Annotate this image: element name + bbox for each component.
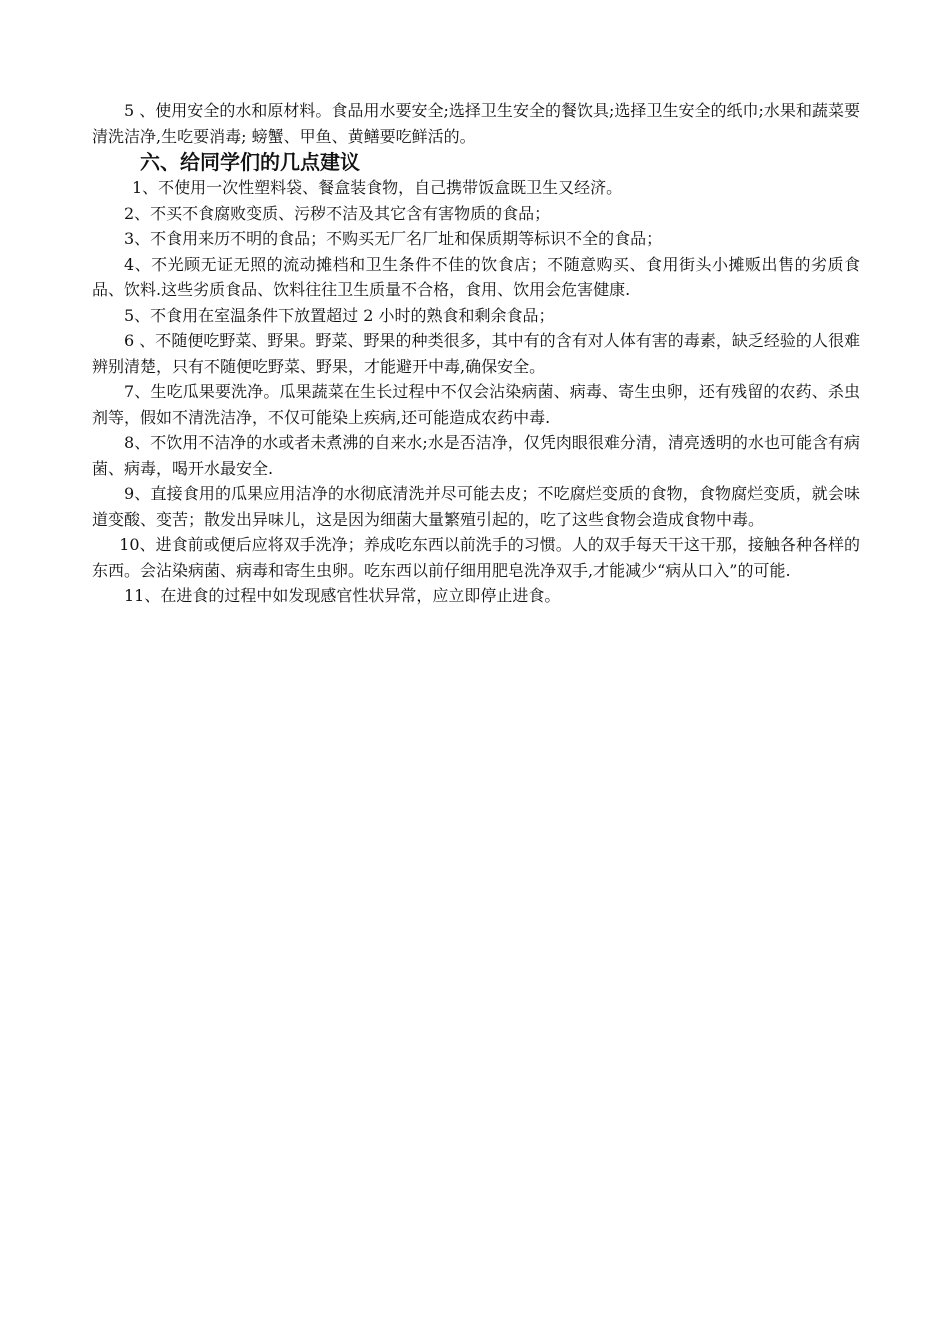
list-item: 9、直接食用的瓜果应用洁净的水彻底清洗并尽可能去皮；不吃腐烂变质的食物，食物腐烂变质，就会味道变酸、变苦；散发出异味儿，这是因为细菌大量繁殖引起的，吃了这些食物会造成食物中毒。 <box>92 484 860 529</box>
list-item: 5、不食用在室温条件下放置超过 2 小时的熟食和剩余食品； <box>124 305 555 325</box>
list-item: 8、不饮用不洁净的水或者未煮沸的自来水;水是否洁净，仅凭肉眼很难分清，清亮透明的水也可能含有病菌、病毒，喝开水最安全. <box>92 433 860 478</box>
list-item: 11、在进食的过程中如发现感官性状异常，应立即停止进食。 <box>124 586 561 605</box>
list-item: 4、不光顾无证无照的流动摊档和卫生条件不佳的饮食店；不随意购买、食用街头小摊贩出售的劣质食品、饮料.这些劣质食品、饮料往往卫生质量不合格，食用、饮用会危害健康. <box>92 254 860 299</box>
section-heading: 六、给同学们的几点建议 <box>140 150 360 174</box>
intro-item-5: 5 、使用安全的水和原材料。食品用水要安全;选择卫生安全的餐饮具;选择卫生安全的纸巾;水果和蔬菜要清洗洁净,生吃要消毒; 螃蟹、甲鱼、黄鳝要吃鲜活的。 <box>92 101 860 146</box>
list-item: 3、不食用来历不明的食品；不购买无厂名厂址和保质期等标识不全的食品； <box>124 229 663 248</box>
document-page <box>92 98 860 609</box>
list-item: 7、生吃瓜果要洗净。瓜果蔬菜在生长过程中不仅会沾染病菌、病毒、寄生虫卵，还有残留的农药、杀虫剂等，假如不清洗洁净，不仅可能染上疾病,还可能造成农药中毒. <box>92 382 860 427</box>
list-item: 6 、不随便吃野菜、野果。野菜、野果的种类很多，其中有的含有对人体有害的毒素，缺乏经验的人很难辨别清楚，只有不随便吃野菜、野果，才能避开中毒,确保安全。 <box>92 331 860 376</box>
list-item: 2、不买不食腐败变质、污秽不洁及其它含有害物质的食品； <box>124 203 551 223</box>
list-item: 1、不使用一次性塑料袋、餐盒装食物，自己携带饭盒既卫生又经济。 <box>132 178 623 197</box>
list-item: 10、进食前或便后应将双手洗净；养成吃东西以前洗手的习惯。人的双手每天干这干那，接触各种各样的东西。会沾染病菌、病毒和寄生虫卵。吃东西以前仔细用肥皂洗净双手,才能减少“病从口入”的可能. <box>92 535 860 580</box>
